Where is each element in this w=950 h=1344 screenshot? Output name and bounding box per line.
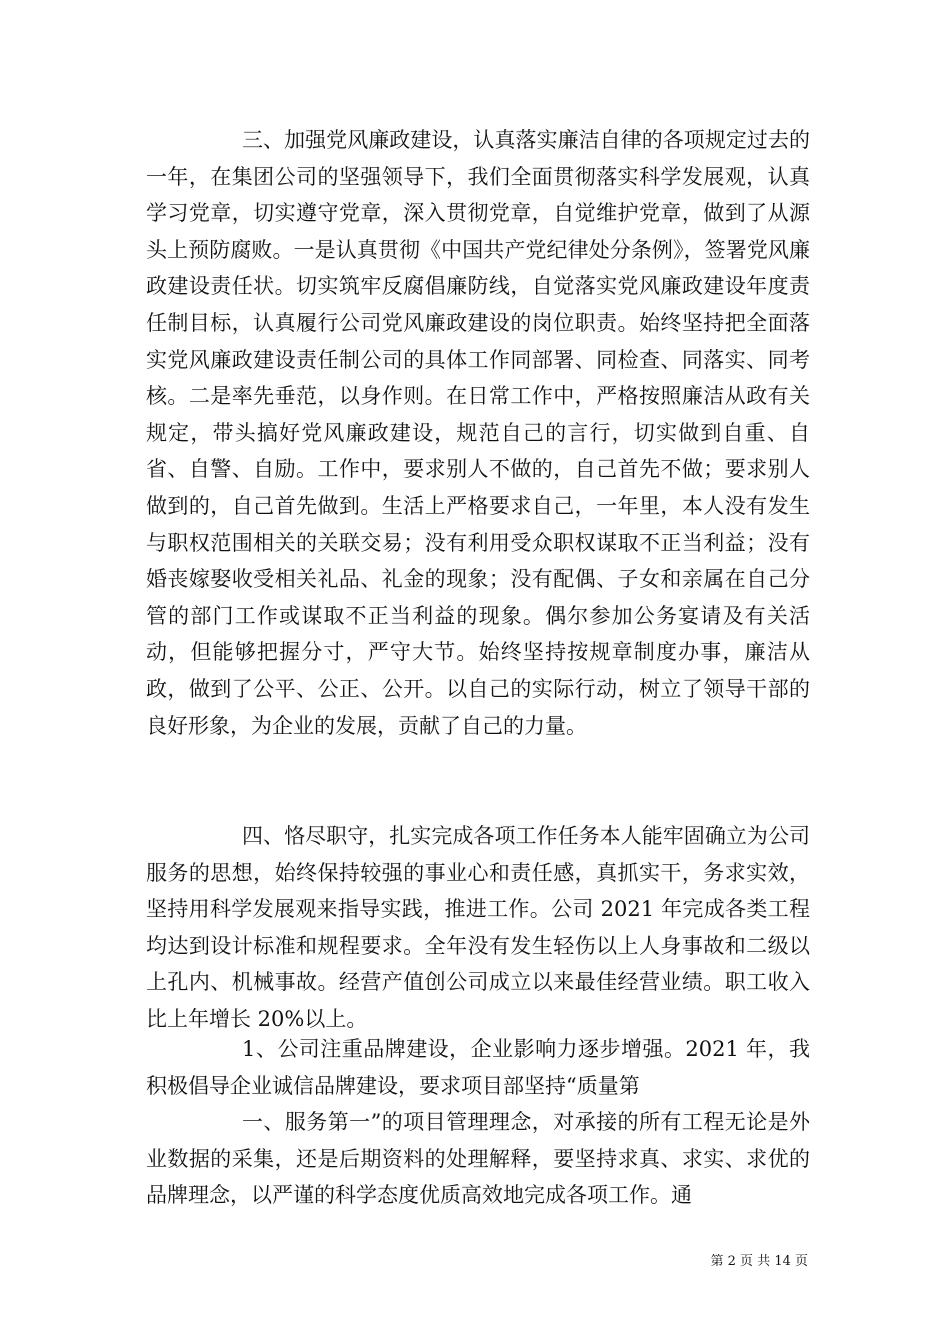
paragraph-block-3 — [146, 1031, 810, 1104]
paragraph-block-1 — [146, 122, 810, 744]
paragraph-block-2 — [146, 818, 810, 1038]
paragraph-brand-building: 1、公司注重品牌建设，企业影响力逐步增强。2021 年，我积极倡导企业诚信品牌建设，要求项目部坚持“质量第 — [146, 1037, 810, 1098]
paragraph-block-4 — [146, 1104, 810, 1214]
paragraph-duties: 四、恪尽职守，扎实完成各项工作任务本人能牢固确立为公司服务的思想，始终保持较强的事业心和责任感，真抓实干，务求实效，坚持用科学发展观来指导实践，推进工作。公司 2021 年完成各类工程均达到设计标准和规程要求。全年没有发生轻伤以上人身事故和二级以上孔内、机械事故。经营产值创公司成立以来最佳经营业绩。职工收入比上年增长 20%以上。 — [146, 824, 810, 1031]
paragraph-party-integrity: 三、加强党风廉政建设，认真落实廉洁自律的各项规定过去的一年，在集团公司的坚强领导下，我们全面贯彻落实科学发展观，认真学习党章，切实遵守党章，深入贯彻党章，自觉维护党章，做到了从源头上预防腐败。一是认真贯彻《中国共产党纪律处分条例》，签署党风廉政建设责任状。切实筑牢反腐倡廉防线，自觉落实党风廉政建设年度责任制目标，认真履行公司党风廉政建设的岗位职责。始终坚持把全面落实党风廉政建设责任制公司的具体工作同部署、同检查、同落实、同考核。二是率先垂范，以身作则。在日常工作中，严格按照廉洁从政有关规定，带头搞好党风廉政建设，规范自己的言行，切实做到自重、自省、自警、自励。工作中，要求别人不做的，自己首先不做；要求别人做到的，自己首先做到。生活上严格要求自己，一年里，本人没有发生与职权范围相关的关联交易；没有利用受众职权谋取不正当利益；没有婚丧嫁娶收受相关礼品、礼金的现象；没有配偶、子女和亲属在自己分管的部门工作或谋取不正当利益的现象。偶尔参加公务宴请及有关活动，但能够把握分寸，严守大节。始终坚持按规章制度办事，廉洁从政，做到了公平、公正、公开。以自己的实际行动，树立了领导干部的良好形象，为企业的发展，贡献了自己的力量。 — [146, 128, 810, 738]
page-number: 第 2 页 共 14 页 — [710, 1254, 808, 1269]
paragraph-service-first: 一、服务第一”的项目管理理念，对承接的所有工程无论是外业数据的采集，还是后期资料的处理解释，要坚持求真、求实、求优的品牌理念，以严谨的科学态度优质高效地完成各项工作。通 — [146, 1110, 810, 1208]
